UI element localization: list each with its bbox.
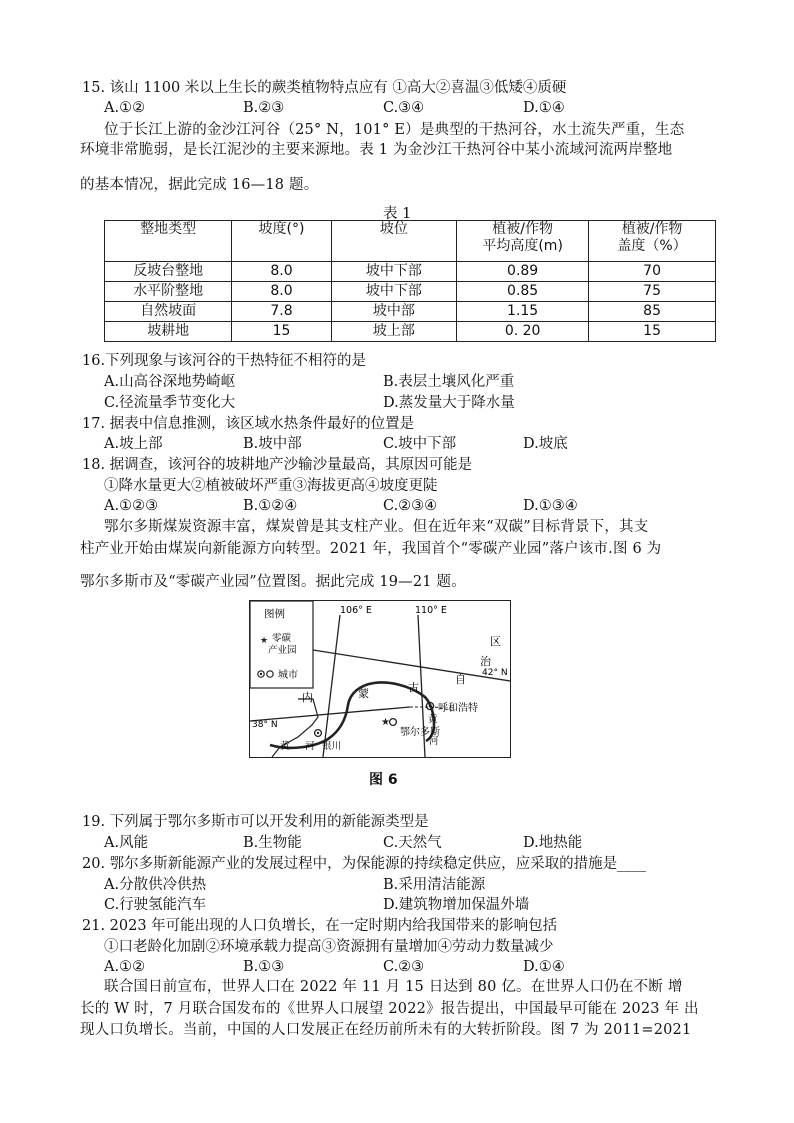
lon-106-label: 106° E <box>340 605 372 616</box>
q18-option-a: A.①②③ <box>104 498 159 514</box>
table-cell: 0. 20 <box>457 322 589 342</box>
passage1-line3: 的基本情况，据此完成 16—18 题。 <box>80 177 319 193</box>
location-map <box>249 600 511 758</box>
q16-option-b: B.表层土壤风化严重 <box>383 374 515 390</box>
table-row <box>105 282 716 302</box>
table1-header: 坡位 <box>331 221 456 262</box>
q20-option-d: D.建筑物增加保温外墙 <box>383 897 530 913</box>
ordos-marker <box>390 719 397 726</box>
table1-header: 植被/作物 平均高度(m) <box>457 221 589 262</box>
q20-option-a: A.分散供冷供热 <box>104 877 207 893</box>
legend-park-2: 产业园 <box>268 645 297 656</box>
table-cell: 7.8 <box>232 302 331 322</box>
q20-option-b: B.采用清洁能源 <box>383 877 486 893</box>
table-row <box>105 262 716 282</box>
q17-option-c: C.坡中下部 <box>383 436 457 452</box>
river-label: 河 <box>429 736 439 747</box>
region-char: 蒙 <box>358 687 369 700</box>
legend-city: 城市 <box>278 670 298 681</box>
table-cell: 坡耕地 <box>105 322 232 342</box>
q16-option-a: A.山高谷深地势崎岖 <box>104 374 236 390</box>
lon-110-label: 110° E <box>415 605 447 616</box>
table-cell: 反坡台整地 <box>105 262 232 282</box>
river-label: 黄 <box>280 741 290 752</box>
passage2-line2: 柱产业开始由煤炭向新能源方向转型。2021 年，我国首个“零碳产业园”落户该市.图 6 为 <box>80 541 662 557</box>
q19-stem: 19. 下列属于鄂尔多斯市可以开发利用的新能源类型是 <box>82 814 429 830</box>
table-cell: 坡中下部 <box>331 262 456 282</box>
q19-option-d: D.地热能 <box>523 835 583 851</box>
passage3-line3: 现人口负增长。当前，中国的人口发展正在经历前所未有的大转折阶段。图 7 为 2011=2021 <box>80 1022 692 1038</box>
q20-option-c: C.行驶氢能汽车 <box>104 897 207 913</box>
q17-option-d: D.坡底 <box>523 436 568 452</box>
table-cell: 坡中部 <box>331 302 456 322</box>
figure6-label: 图 6 <box>369 772 398 788</box>
table-cell: 1.15 <box>457 302 589 322</box>
region-char: 治 <box>480 655 491 668</box>
star-icon: ★ <box>381 717 390 728</box>
table-row <box>105 322 716 342</box>
table-cell: 15 <box>589 322 716 342</box>
star-icon: ★ <box>260 636 269 646</box>
q15-option-c: C.③④ <box>383 100 425 116</box>
q20-stem: 20. 鄂尔多斯新能源产业的发展过程中，为保能源的持续稳定供应，应采取的措施是____ <box>82 856 647 872</box>
q15-option-b: B.②③ <box>243 100 285 116</box>
q16-stem: 16.下列现象与该河谷的干热特征不相符的是 <box>82 353 367 369</box>
passage1-line1: 位于长江上游的金沙江河谷（25° N，101° E）是典型的干热河谷，水土流失严重，生态 <box>104 122 685 138</box>
table1-header: 整地类型 <box>105 221 232 262</box>
q19-option-a: A.风能 <box>104 835 149 851</box>
q21-sub: ①口老龄化加剧②环境承载力提高③资源拥有量增加④劳动力数量减少 <box>104 939 554 955</box>
table-cell: 0.89 <box>457 262 589 282</box>
q18-sub: ①降水量更大②植被破坏严重③海拔更高④坡度更陡 <box>104 478 438 494</box>
table-cell: 坡中下部 <box>331 282 456 302</box>
q18-option-d: D.①③④ <box>523 498 578 514</box>
q15-option-d: D.①④ <box>523 100 565 116</box>
q17-option-a: A.坡上部 <box>104 436 163 452</box>
city-ordos: 鄂尔多斯 <box>400 727 440 738</box>
passage3-line1: 联合国日前宣布，世界人口在 2022 年 11 月 15 日达到 80 亿。在世界人口仍在不断 增 <box>104 979 683 995</box>
table-row <box>105 302 716 322</box>
table-cell: 8.0 <box>232 262 331 282</box>
q15-stem: 15. 该山 1100 米以上生长的蕨类植物特点应有 ①高大②喜温③低矮④质硬 <box>82 80 567 96</box>
q18-stem: 18. 据调查，该河谷的坡耕地产沙输沙量最高，其原因可能是 <box>82 457 473 473</box>
region-char: 内 <box>302 691 313 704</box>
q19-option-c: C.天然气 <box>383 835 442 851</box>
q18-option-b: B.①②④ <box>243 498 298 514</box>
q21-option-a: A.①② <box>104 959 146 975</box>
table1-header-row <box>105 221 716 262</box>
lat-42-label: 42° N <box>482 668 508 678</box>
table-cell: 85 <box>589 302 716 322</box>
passage3-line2: 长的 W 时，7 月联合国发布的《世界人口展望 2022》报告提出，中国最早可能在 2023 年 出 <box>80 1001 699 1017</box>
region-char: 自 <box>455 673 466 686</box>
passage1-line2: 环境非常脆弱，是长江泥沙的主要来源地。表 1 为金沙江干热河谷中某小流域河流两岸整地 <box>80 142 673 158</box>
q16-option-d: D.蒸发量大于降水量 <box>383 395 515 411</box>
table-cell: 8.0 <box>232 282 331 302</box>
q15-option-a: A.①② <box>104 100 146 116</box>
region-char: 古 <box>408 681 419 694</box>
table1-header: 坡度(°) <box>232 221 331 262</box>
q21-option-c: C.②③ <box>383 959 425 975</box>
table-cell: 70 <box>589 262 716 282</box>
q21-option-b: B.①③ <box>243 959 285 975</box>
table-cell: 坡上部 <box>331 322 456 342</box>
river-label: 河 <box>305 741 315 752</box>
q17-option-b: B.坡中部 <box>243 436 302 452</box>
legend-title: 图例 <box>264 608 285 620</box>
q19-option-b: B.生物能 <box>243 835 302 851</box>
table1-caption: 表 1 <box>383 206 412 222</box>
q17-stem: 17. 据表中信息推测，该区域水热条件最好的位置是 <box>82 416 415 432</box>
q21-option-d: D.①④ <box>523 959 565 975</box>
city-icon <box>267 671 273 677</box>
table-cell: 75 <box>589 282 716 302</box>
table-cell: 水平阶整地 <box>105 282 232 302</box>
table-cell: 0.85 <box>457 282 589 302</box>
region-char: 区 <box>490 635 501 648</box>
table-cell: 15 <box>232 322 331 342</box>
q18-option-c: C.②③④ <box>383 498 438 514</box>
table-cell: 自然坡面 <box>105 302 232 322</box>
legend-park-1: 零碳 <box>272 633 292 644</box>
table1-header: 植被/作物 盖度（%） <box>589 221 716 262</box>
river-label: 黄 <box>428 714 438 725</box>
q21-stem: 21. 2023 年可能出现的人口负增长，在一定时期内给我国带来的影响包括 <box>82 918 558 934</box>
q16-option-c: C.径流量季节变化大 <box>104 395 236 411</box>
passage2-line1: 鄂尔多斯煤炭资源丰富，煤炭曾是其支柱产业。但在近年来“双碳”目标背景下，其支 <box>104 519 649 535</box>
city-yinchuan: 银川 <box>322 741 342 752</box>
table1 <box>104 220 716 342</box>
city-hohhot: 呼和浩特 <box>438 703 478 714</box>
passage2-line3: 鄂尔多斯市及“零碳产业园”位置图。据此完成 19—21 题。 <box>80 574 466 590</box>
lat-38-label: 38° N <box>252 720 278 730</box>
